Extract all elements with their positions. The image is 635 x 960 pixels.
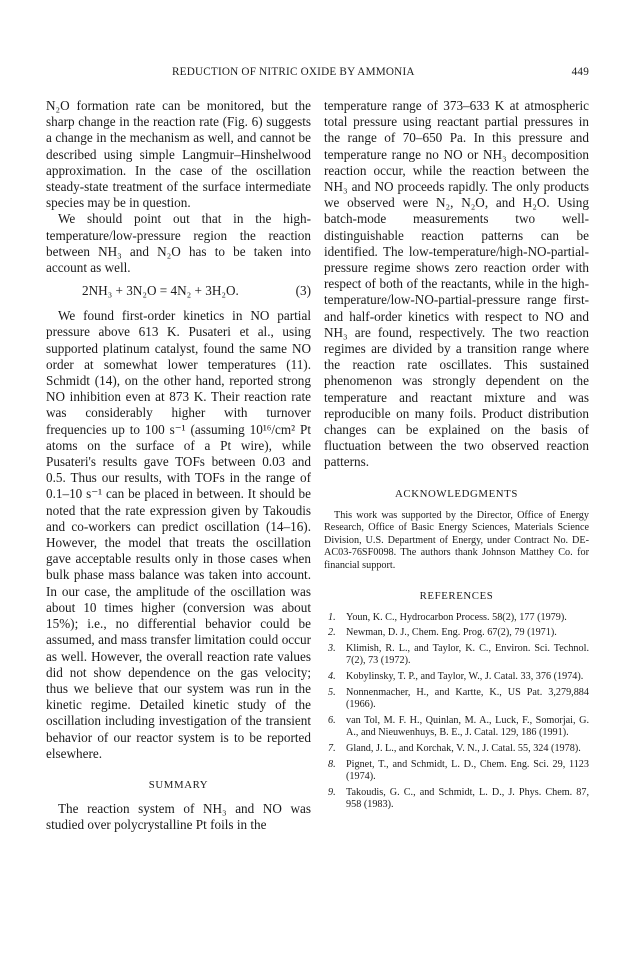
reference-item xyxy=(324,643,589,668)
paragraph: N₂O formation rate can be monitored, but the sharp change in the reaction rate (Fig. 6) suggests a change in the mechanism as well, and cannot be described using simple Langmuir–Hinshelwood approximation. In the case of the oscillation steady-state treatment of the surface intermediate species may be in question. xyxy=(46,98,311,211)
reference-number: 8. xyxy=(328,758,336,770)
reference-item xyxy=(324,671,589,684)
references-heading: REFERENCES xyxy=(419,589,494,602)
acknowledgments-text: This work was supported by the Director, Office of Energy Research, Office of Basic Energy Sciences, Materials Science Division, U.S. Department of Energy, under Contract No. DE-AC03-76SF0098. The authors thank Johnson Matthey Co. for financial support. xyxy=(324,509,589,572)
reference-text: Newman, D. J., Chem. Eng. Prog. 67(2), 79 (1971). xyxy=(346,627,557,639)
paragraph: temperature range of 373–633 K at atmospheric total pressure using reactant partial pressures in the range of 70–650 Pa. In this pressure and temperature range no NO or NH₃ decomposition reaction occur, while the reaction between the NH₃ and NO proceeds rapidly. The only products we observed were N₂, N₂O, and H₂O. Using batch-mode measurements two well-distinguishable reaction patterns can be identified. The low-temperature/high-NO-partial-pressure regime shows zero reaction order with respect of both of the reactants, while in the high-temperature/low-NO-partial-pressure range first- and half-order kinetics with respect to NO and NH₃ are found, respectively. The two reaction regimes are divided by a transition range where the reaction rate oscillates. This sustained phenomenon was strongly dependent on the temperature and reactant mixture and was reproducible on many foils. Product distribution changes can be explained on the basis of fluctuation between the two observed reaction patterns. xyxy=(324,98,589,470)
acknowledgments-heading: ACKNOWLEDGMENTS xyxy=(395,487,518,500)
reference-list xyxy=(324,612,589,812)
reference-item xyxy=(324,627,589,640)
reference-text: Gland, J. L., and Korchak, V. N., J. Catal. 55, 324 (1978). xyxy=(346,742,581,754)
reference-item xyxy=(324,687,589,712)
reference-number: 6. xyxy=(328,714,336,726)
left-column xyxy=(46,98,311,833)
reference-number: 7. xyxy=(328,742,336,754)
paragraph: We should point out that in the high-temperature/low-pressure region the reaction between NH₃ and N₂O has to be taken into account as well. xyxy=(46,211,311,276)
equation-expression: 2NH₃ + 3N₂O = 4N₂ + 3H₂O. xyxy=(82,283,239,299)
page-number: 449 xyxy=(571,66,589,78)
reference-item xyxy=(324,743,589,756)
reference-text: Kobylinsky, T. P., and Taylor, W., J. Catal. 33, 376 (1974). xyxy=(346,671,584,683)
reference-text: Youn, K. C., Hydrocarbon Process. 58(2), 177 (1979). xyxy=(346,611,567,623)
reference-item xyxy=(324,787,589,812)
reference-number: 4. xyxy=(328,671,336,683)
reference-number: 3. xyxy=(328,642,336,654)
reference-number: 5. xyxy=(328,686,336,698)
paragraph: The reaction system of NH₃ and NO was studied over polycrystalline Pt foils in the xyxy=(46,800,311,833)
reference-text: Takoudis, G. C., and Schmidt, L. D., J. Phys. Chem. 87, 958 (1983). xyxy=(346,786,589,811)
reference-text: Pignet, T., and Schmidt, L. D., Chem. Eng. Sci. 29, 1123 (1974). xyxy=(346,758,589,783)
summary-heading: SUMMARY xyxy=(148,778,209,791)
reference-number: 1. xyxy=(328,611,336,623)
reference-text: Klimish, R. L., and Taylor, K. C., Environ. Sci. Technol. 7(2), 73 (1972). xyxy=(346,642,589,667)
equation xyxy=(46,283,311,301)
reference-text: Nonnenmacher, H., and Kartte, K., US Pat. 3,279,884 (1966). xyxy=(346,686,589,711)
reference-item xyxy=(324,759,589,784)
equation-number: (3) xyxy=(295,283,311,299)
reference-number: 2. xyxy=(328,627,336,639)
running-title: REDUCTION OF NITRIC OXIDE BY AMMONIA xyxy=(172,66,415,78)
reference-item xyxy=(324,715,589,740)
reference-text: van Tol, M. F. H., Quinlan, M. A., Luck, F., Somorjai, G. A., and Nieuwenhuys, B. E., J. Catal. 129, 186 (1991). xyxy=(346,714,589,739)
right-column xyxy=(324,98,589,815)
reference-number: 9. xyxy=(328,786,336,798)
paragraph: We found first-order kinetics in NO partial pressure above 613 K. Pusateri et al., using supported platinum catalyst, found the same NO order at somewhat lower temperatures (11). Schmidt (14), on the other hand, reported strong NO inhibition even at 873 K. Their reaction rate was considerably higher with turnover frequencies up to 100 s⁻¹ (assuming 10¹⁶/cm² Pt atoms on the surface of a Pt wire), while Pusateri's results gave TOFs between 0.03 and 0.5. Thus our results, with TOFs in the range of 0.1–10 s⁻¹ can be placed in between. It should be noted that the rate expression given by Takoudis and co-workers can predict oscillation (14–16). However, the model that treats the oscillation gave acceptable results only in those cases when bulk phase mass balance was taken into account. In our case, the amplitude of the oscillation was about 10 times higher (conversion was about 15%); i.e., no differential behavior could be assumed, and mass transfer limitation could occur as well. However, the overall reaction rate values did not show dependence on the gas velocity; thus we believe that our system was run in the kinetic regime. Detailed kinetic study of the oscillation including investigation of the transient behavior of our reactor system is to be reported elsewhere. xyxy=(46,308,311,761)
reference-item xyxy=(324,612,589,625)
running-header xyxy=(46,66,589,82)
